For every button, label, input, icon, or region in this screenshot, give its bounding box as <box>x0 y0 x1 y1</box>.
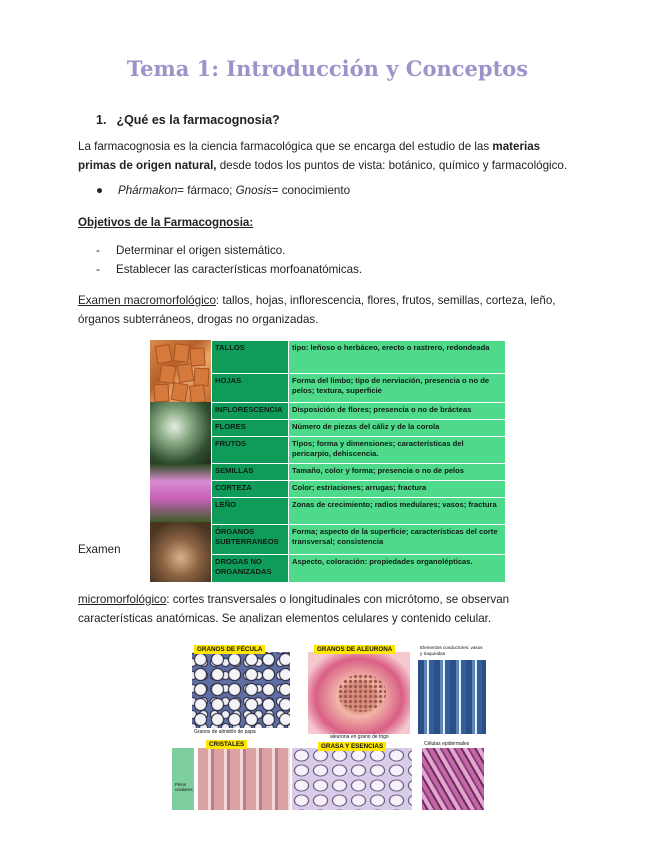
table-value: Tipos; forma y dimensiones; características del pericarpio, dehiscencia. <box>289 437 506 464</box>
objectives-heading: Objetivos de la Farmacognosia: <box>78 216 254 229</box>
objective-item <box>96 244 285 257</box>
table-key: SEMILLAS <box>212 464 289 481</box>
micro-label: micromorfológico <box>78 593 167 606</box>
fat-image <box>292 748 412 810</box>
intro-text-end: desde todos los puntos de vista: botánico, químico y farmacológico. <box>216 159 568 172</box>
caption-side: Elementos conductores: vasos y traqueidas <box>418 645 488 656</box>
macro-text: : tallos, hojas, inflorescencia, flores, frutos, semillas, corteza, leño, órganos subterráneos, drogas no organizadas. <box>78 294 556 326</box>
micro-paragraph <box>78 590 578 628</box>
side-panel <box>172 748 194 810</box>
foxglove-photo <box>150 464 211 522</box>
table-key: FRUTOS <box>212 437 289 464</box>
table-row <box>212 498 506 525</box>
bullet-dot: ● <box>96 184 104 197</box>
table-value: Forma del limbo; tipo de nerviación, presencia o no de pelos; textura, superficie <box>289 374 506 403</box>
etymology-bullet <box>96 184 350 197</box>
table-key: DROGAS NO ORGANIZADAS <box>212 555 289 583</box>
macro-paragraph <box>78 291 578 329</box>
table-row <box>212 403 506 420</box>
objective-item <box>96 263 362 276</box>
table-row <box>212 464 506 481</box>
section-title: ¿Qué es la farmacognosia? <box>116 113 280 127</box>
roots-photo <box>150 522 211 582</box>
macro-label: Examen macromorfológico <box>78 294 216 307</box>
etymology-term-1: Phármakon <box>118 184 178 197</box>
objective-text: Determinar el origen sistemático. <box>116 244 286 257</box>
table-row <box>212 341 506 374</box>
starch-grains-image <box>192 652 290 728</box>
table-row <box>212 437 506 464</box>
caption-potato: Granos de almidón de papa <box>194 729 256 735</box>
micro-figure <box>172 642 490 812</box>
table-value: Zonas de crecimiento; radios medulares; vasos; fractura <box>289 498 506 525</box>
table-key: LEÑO <box>212 498 289 525</box>
intro-paragraph <box>78 137 578 175</box>
table-row <box>212 555 506 583</box>
table-row <box>212 420 506 437</box>
page-title: Tema 1: Introducción y Conceptos <box>126 56 529 81</box>
label-starch: GRANOS DE FÉCULA <box>194 645 265 654</box>
dash-marker: - <box>96 244 100 257</box>
table-key: ÓRGANOS SUBTERRANEOS <box>212 525 289 555</box>
section-number: 1. <box>96 113 107 127</box>
caption-wheat: aleurona en grano de trigo <box>330 734 389 740</box>
table-value: tipo: leñoso o herbáceo, erecto o rastrero, redondeada <box>289 341 506 374</box>
table-value: Aspecto, coloración: propiedades organolépticas. <box>289 555 506 583</box>
table-value: Tamaño, color y forma; presencia o no de pelos <box>289 464 506 481</box>
intro-bold: materias primas de origen natural, <box>78 140 541 172</box>
label-crystals: CRISTALES <box>206 740 247 749</box>
caption-epidermal: Células epidermales <box>424 741 470 747</box>
table-value: Color; estriaciones; arrugas; fractura <box>289 481 506 498</box>
table-key: CORTEZA <box>212 481 289 498</box>
label-fat: GRASA Y ESENCIAS <box>318 742 386 751</box>
epidermal-cells-image <box>422 748 484 810</box>
micro-text: : cortes transversales o longitudinales con micrótomo, se observan características anatómicas. Se analizan elementos celulares y contenido celular. <box>78 593 510 625</box>
leaves-photo <box>150 402 211 464</box>
etymology-def-1: = fármaco; <box>177 184 236 197</box>
table-row <box>212 481 506 498</box>
aleurone-image <box>308 652 410 734</box>
section-heading <box>96 113 280 127</box>
table-row <box>212 525 506 555</box>
table-value: Forma; aspecto de la superficie; características del corte transversal; consistencia <box>289 525 506 555</box>
table-key: HOJAS <box>212 374 289 403</box>
etymology-term-2: Gnosis <box>235 184 272 197</box>
vessels-image <box>418 660 486 734</box>
objective-text: Establecer las características morfoanatómicas. <box>116 263 363 276</box>
caption-corner: Pelos celulares <box>175 782 193 792</box>
table-row <box>212 374 506 403</box>
macro-table <box>211 340 506 583</box>
table-key: FLORES <box>212 420 289 437</box>
etymology-def-2: = conocimiento <box>271 184 351 197</box>
dash-marker: - <box>96 263 100 276</box>
label-aleurone: GRANOS DE ALEURONA <box>314 645 395 654</box>
table-key: INFLORESCENCIA <box>212 403 289 420</box>
table-value: Disposición de flores; presencia o no de brácteas <box>289 403 506 420</box>
micro-lead: Examen <box>78 543 121 556</box>
table-key: TALLOS <box>212 341 289 374</box>
crystals-image <box>198 748 290 810</box>
table-value: Número de piezas del cáliz y de la corola <box>289 420 506 437</box>
bark-tiles-photo <box>150 340 211 402</box>
intro-text: La farmacognosia es la ciencia farmacológica que se encarga del estudio de las <box>78 140 493 153</box>
macro-figure <box>150 340 506 582</box>
